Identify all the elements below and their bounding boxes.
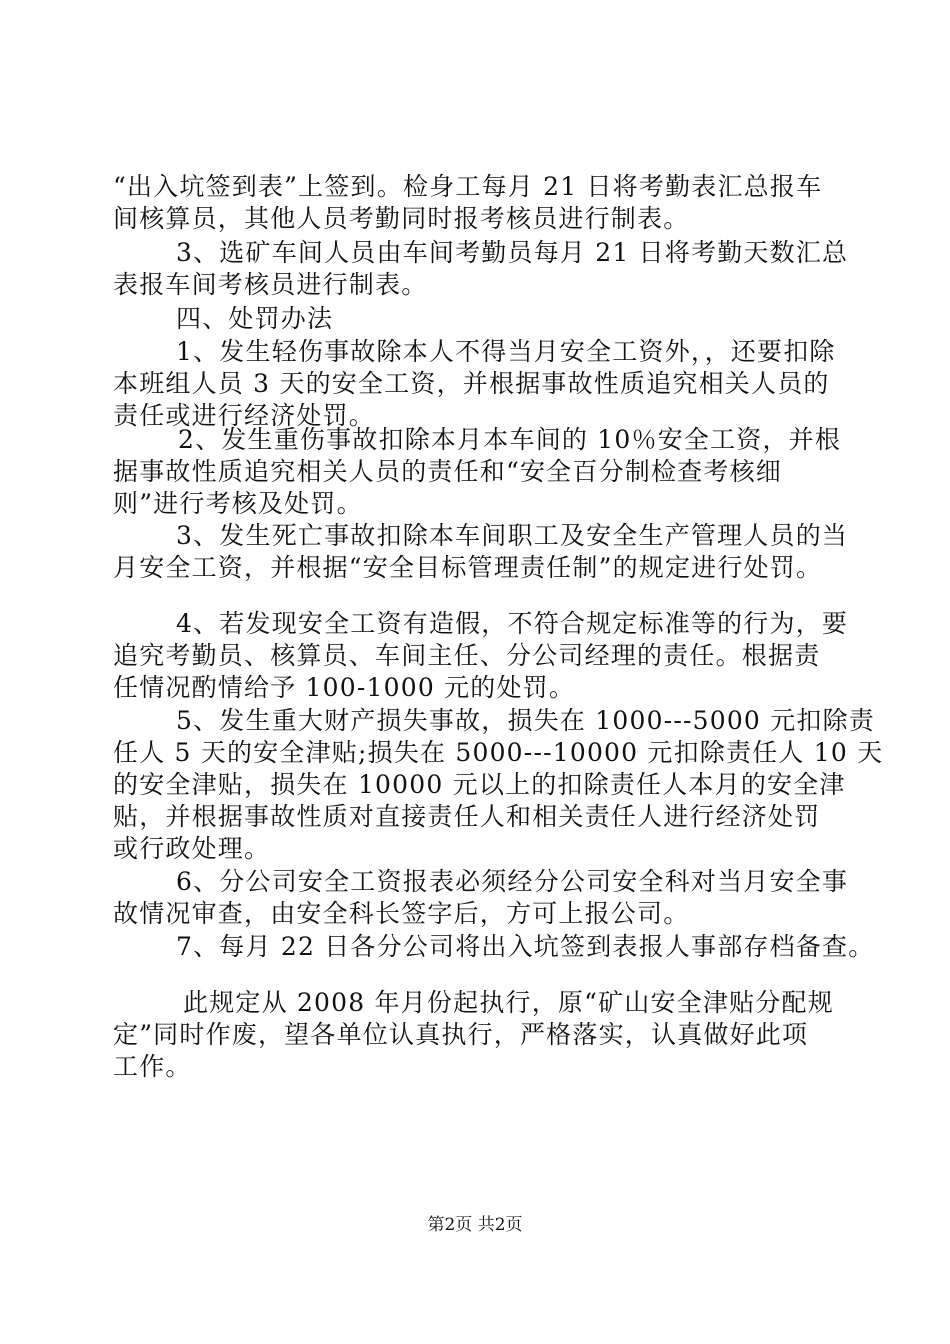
text-line: 定”同时作废，望各单位认真执行，严格落实，认真做好此项 — [113, 1020, 809, 1049]
text-line: 的安全津贴，损失在 10000 元以上的扣除责任人本月的安全津 — [113, 770, 846, 799]
text-line: 月安全工资，并根据“安全目标管理责任制”的规定进行处罚。 — [113, 553, 823, 582]
text-line: 据事故性质追究相关人员的责任和“安全百分制检查考核细 — [113, 457, 782, 486]
text-line: 6、分公司安全工资报表必须经分公司安全科对当月安全事 — [176, 867, 849, 896]
text-line: 7、每月 22 日各分公司将出入坑签到表报人事部存档备查。 — [176, 932, 875, 961]
text-line: 故情况审查，由安全科长签字后，方可上报公司。 — [113, 899, 690, 928]
text-line: 或行政处理。 — [113, 834, 271, 863]
text-line: 表报车间考核员进行制表。 — [113, 270, 428, 299]
text-line: “出入坑签到表”上签到。检身工每月 21 日将考勤表汇总报车 — [113, 172, 823, 201]
page-number: 第2页 共2页 — [427, 1215, 523, 1235]
section-heading: 四、处罚办法 — [176, 304, 334, 333]
text-line: 4、若发现安全工资有造假，不符合规定标准等的行为，要 — [176, 609, 849, 638]
text-line: 责任或进行经济处罚。 — [113, 401, 376, 430]
text-line: 则”进行考核及处罚。 — [113, 489, 363, 518]
text-line: 1、发生轻伤事故除本人不得当月安全工资外，，还要扣除 — [176, 337, 836, 366]
text-line: 贴，并根据事故性质对直接责任人和相关责任人进行经济处罚 — [113, 802, 821, 831]
text-line: 此规定从 2008 年月份起执行，原“矿山安全津贴分配规 — [183, 988, 834, 1017]
text-line: 任情况酌情给予 100-1000 元的处罚。 — [113, 673, 576, 702]
text-line: 2、发生重伤事故扣除本月本车间的 10％安全工资，并根 — [178, 425, 842, 454]
text-line: 5、发生重大财产损失事故，损失在 1000---5000 元扣除责 — [176, 706, 875, 735]
text-line: 工作。 — [113, 1052, 192, 1081]
text-line: 本班组人员 3 天的安全工资，并根据事故性质追究相关人员的 — [113, 369, 830, 398]
text-line: 3、选矿车间人员由车间考勤员每月 21 日将考勤天数汇总 — [176, 238, 849, 267]
text-line: 任人 5 天的安全津贴;损失在 5000---10000 元扣除责任人 10 天 — [113, 738, 884, 767]
text-line: 3、发生死亡事故扣除本车间职工及安全生产管理人员的当 — [176, 521, 849, 550]
text-line: 追究考勤员、核算员、车间主任、分公司经理的责任。根据责 — [113, 641, 821, 670]
text-line: 间核算员，其他人员考勤同时报考核员进行制表。 — [113, 204, 690, 233]
